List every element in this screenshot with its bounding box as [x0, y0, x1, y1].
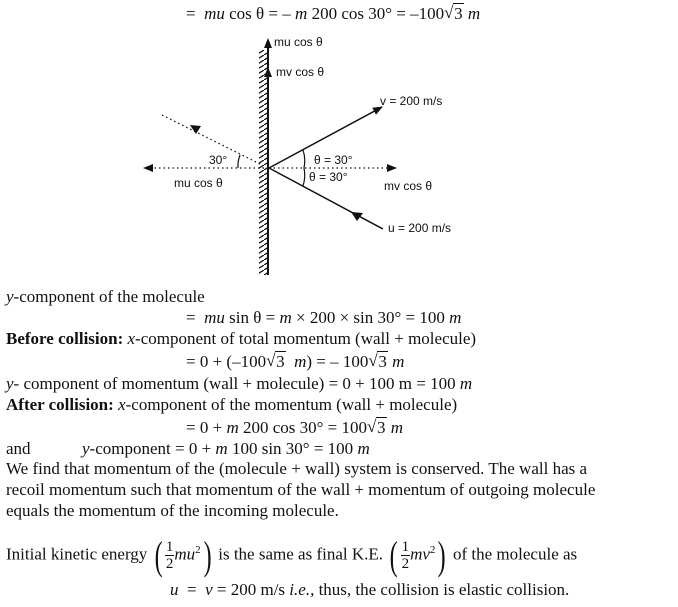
var-m: m [459, 374, 473, 393]
denominator: 2 [165, 556, 174, 573]
eq-text: mu [204, 308, 225, 327]
eq-text: m [449, 308, 462, 327]
bold-label: Before collision: [6, 329, 124, 348]
eq-text: mu [204, 4, 225, 23]
eq-text: = 0 + [186, 418, 223, 437]
and-y-component [6, 439, 31, 459]
label-mv-cos-top: mv cos θ [276, 65, 325, 79]
eq-text: 200 cos 30° = 100 [242, 418, 368, 437]
text: - component of momentum (wall + molecule) = 0 + 100 m = 100 [13, 374, 456, 393]
eq-text: m [390, 418, 404, 437]
var-v: v [205, 580, 213, 599]
eq-text: m [294, 352, 307, 371]
label-u: u = 200 m/s [388, 221, 452, 235]
sqrt-symbol: √ 3 [266, 351, 285, 371]
text: Initial kinetic energy [6, 544, 148, 564]
label-mv-cos-right: mv cos θ [384, 179, 433, 193]
eq-text: m [279, 308, 292, 327]
numerator: 1 [165, 539, 174, 556]
after-collision-equation [186, 418, 403, 438]
after-collision-heading [6, 395, 457, 415]
kinetic-energy-line [6, 528, 578, 578]
eq-text: 200 cos 30° = –100 [311, 4, 445, 23]
y-component-equation [186, 308, 461, 328]
eq-text: = 0 + (–100 [186, 352, 267, 371]
sqrt-symbol: √ 3 [444, 3, 463, 23]
bold-label: After collision: [6, 395, 114, 414]
text: -component = 0 + [89, 439, 212, 458]
angle-arc-lower [303, 168, 305, 186]
var-mu: mu [174, 544, 196, 564]
var-y: y [6, 287, 14, 306]
paren-right: ) [203, 532, 212, 578]
eq-text: 3 [454, 4, 463, 23]
eq-text: m [467, 4, 481, 23]
eq-text: = [186, 4, 196, 23]
text: thus, the collision is elastic collision. [318, 580, 570, 599]
before-collision-heading [6, 329, 476, 349]
eq-text: × 200 × sin 30° = 100 [295, 308, 445, 327]
sqrt-symbol: √ 3 [367, 417, 386, 437]
text: -component of the molecule [13, 287, 205, 306]
label-mu-cos-top: mu cos θ [274, 35, 323, 49]
label-angle-left: 30° [209, 153, 228, 167]
var-x: x [118, 395, 126, 414]
angle-arc-left [238, 155, 240, 168]
label-v: v = 200 m/s [380, 94, 443, 108]
text: is the same as final K.E. [218, 544, 384, 564]
var-x: x [127, 329, 136, 348]
collision-diagram [0, 0, 678, 290]
conclusion-line [170, 580, 569, 600]
eq-text: cos θ = – [229, 4, 291, 23]
fraction [401, 539, 411, 572]
sqrt-symbol: √ 3 [368, 351, 387, 371]
paragraph-line: recoil momentum such that momentum of the wall + momentum of outgoing molecule [6, 480, 596, 499]
text: 100 sin 30° = 100 [231, 439, 354, 458]
var-u: u [170, 580, 179, 599]
eq-text: ) = – 100 [306, 352, 369, 371]
text: = [187, 580, 197, 599]
label-theta-upper: θ = 30° [314, 153, 353, 167]
eq-text: m [226, 418, 239, 437]
var-m: m [357, 439, 370, 458]
and-y-component-eq [82, 439, 370, 459]
text: of the molecule as [453, 544, 578, 564]
label-mu-cos-left: mu cos θ [174, 176, 223, 190]
text: i.e., [289, 580, 315, 599]
eq-text: 3 [377, 418, 386, 437]
var-y: y [82, 439, 90, 458]
text: = 200 m/s [216, 580, 286, 599]
before-collision-equation [186, 352, 404, 372]
numerator: 1 [401, 539, 410, 556]
paren-right: ) [438, 532, 447, 578]
fraction [165, 539, 175, 572]
arrow-up-icon [264, 38, 272, 48]
eq-text: sin θ = [229, 308, 276, 327]
angle-arc-upper [303, 150, 305, 168]
wall-hatching [259, 50, 268, 275]
eq-text: 3 [378, 352, 387, 371]
superscript: 2 [429, 544, 436, 556]
paren-left: ( [389, 532, 398, 578]
eq-text: = [186, 308, 196, 327]
var-m: m [215, 439, 228, 458]
superscript: 2 [195, 544, 201, 556]
eq-text: m [295, 4, 308, 23]
text: -component of total momentum (wall + molecule) [135, 329, 477, 348]
eq-text: m [392, 352, 405, 371]
paragraph-line: We find that momentum of the (molecule + wall) system is conserved. The wall has a [6, 459, 588, 478]
var-y: y [6, 374, 14, 393]
eq-text: 3 [276, 352, 285, 371]
text: -component of the momentum (wall + molecule) [125, 395, 458, 414]
denominator: 2 [401, 556, 410, 573]
paren-left: ( [154, 532, 163, 578]
y-component-heading [6, 287, 205, 307]
text: and [6, 439, 31, 458]
label-theta-lower: θ = 30° [309, 170, 348, 184]
paragraph-line: equals the momentum of the incoming molecule. [6, 501, 339, 520]
y-total-momentum [6, 374, 472, 394]
var-mv: mv [410, 544, 430, 564]
